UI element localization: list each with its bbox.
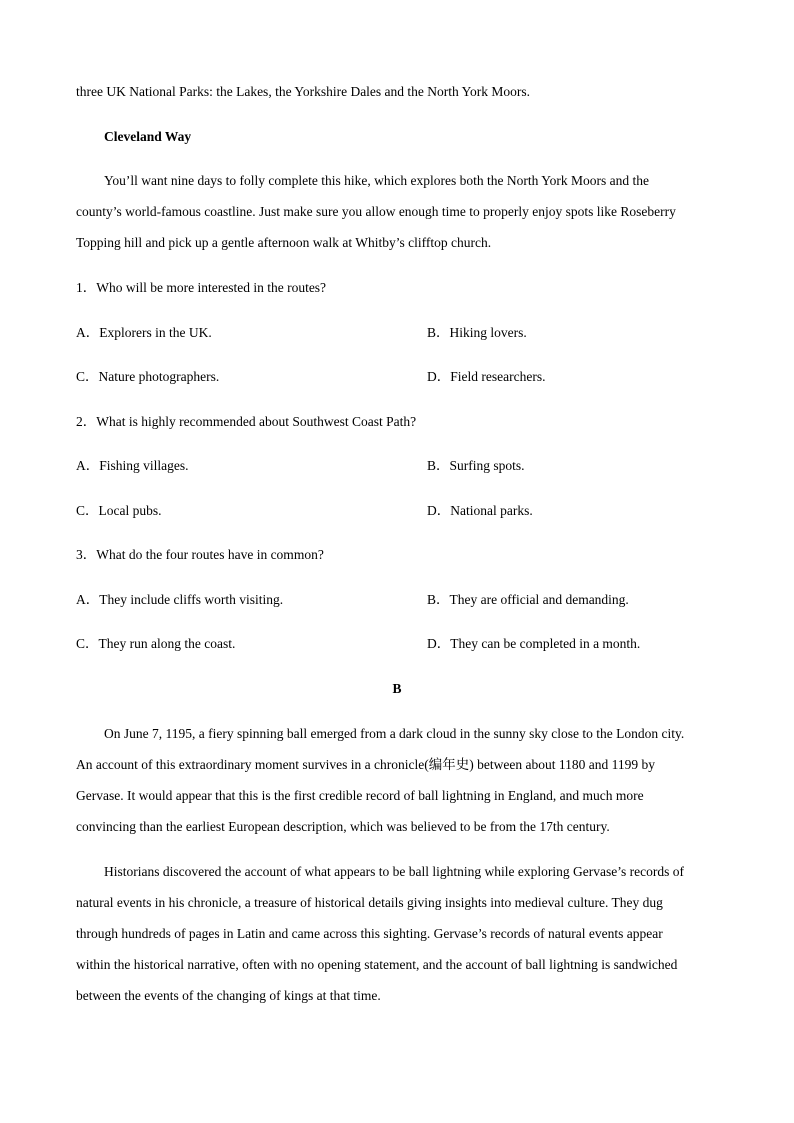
question-3-options-row-1 [76, 591, 629, 609]
paragraph-line: within the historical narrative, often with no opening statement, and the account of ball lightning is sandwiched [76, 957, 678, 972]
paragraph-line: On June 7, 1195, a fiery spinning ball emerged from a dark cloud in the sunny sky close to the London city. [104, 726, 685, 741]
option-b[interactable]: B．Surfing spots. [427, 458, 525, 473]
paragraph-line: Historians discovered the account of what appears to be ball lightning while exploring Gervase’s records of [104, 864, 684, 879]
option-a[interactable]: A．Fishing villages. [76, 458, 189, 473]
option-c[interactable]: C．Nature photographers. [76, 369, 220, 384]
paragraph-line: An account of this extraordinary moment survives in a chronicle(编年史) between about 1180 and 1199 by [76, 757, 655, 772]
option-d[interactable]: D．They can be completed in a month. [427, 636, 641, 651]
paragraph-line: You’ll want nine days to folly complete this hike, which explores both the North York Moors and the [104, 173, 649, 188]
question-2-options-row-1 [76, 457, 525, 475]
paragraph-line: natural events in his chronicle, a treasure of historical details giving insights into medieval culture. They dug [76, 895, 663, 910]
option-a[interactable]: A．Explorers in the UK. [76, 325, 212, 340]
paragraph-line: Gervase. It would appear that this is the first credible record of ball lightning in England, and much more [76, 788, 644, 803]
paragraph-line: through hundreds of pages in Latin and came across this sighting. Gervase’s records of natural events appear [76, 926, 663, 941]
paragraph-line: convincing than the earliest European description, which was believed to be from the 17th century. [76, 819, 610, 834]
question-3-stem: 3．What do the four routes have in common? [76, 547, 324, 562]
passage-a-last-line: three UK National Parks: the Lakes, the Yorkshire Dales and the North York Moors. [76, 84, 531, 99]
question-1-stem: 1．Who will be more interested in the routes? [76, 280, 327, 295]
paragraph-line: county’s world-famous coastline. Just make sure you allow enough time to properly enjoy spots like Roseberry [76, 204, 676, 219]
option-b[interactable]: B．Hiking lovers. [427, 325, 527, 340]
option-a[interactable]: A．They include cliffs worth visiting. [76, 592, 284, 607]
question-1-options-row-1 [76, 324, 527, 342]
option-c[interactable]: C．They run along the coast. [76, 636, 236, 651]
question-3-options-row-2 [76, 635, 641, 653]
question-2-stem: 2．What is highly recommended about Southwest Coast Path? [76, 414, 417, 429]
option-b[interactable]: B．They are official and demanding. [427, 592, 629, 607]
option-c[interactable]: C．Local pubs. [76, 503, 162, 518]
section-b-title: B [392, 681, 402, 696]
option-d[interactable]: D．Field researchers. [427, 369, 546, 384]
paragraph-line: between the events of the changing of kings at that time. [76, 988, 381, 1003]
paragraph-line: Topping hill and pick up a gentle afternoon walk at Whitby’s clifftop church. [76, 235, 492, 250]
option-d[interactable]: D．National parks. [427, 503, 533, 518]
question-2-options-row-2 [76, 502, 533, 520]
route-heading-cleveland-way: Cleveland Way [104, 129, 192, 144]
question-1-options-row-2 [76, 368, 546, 386]
